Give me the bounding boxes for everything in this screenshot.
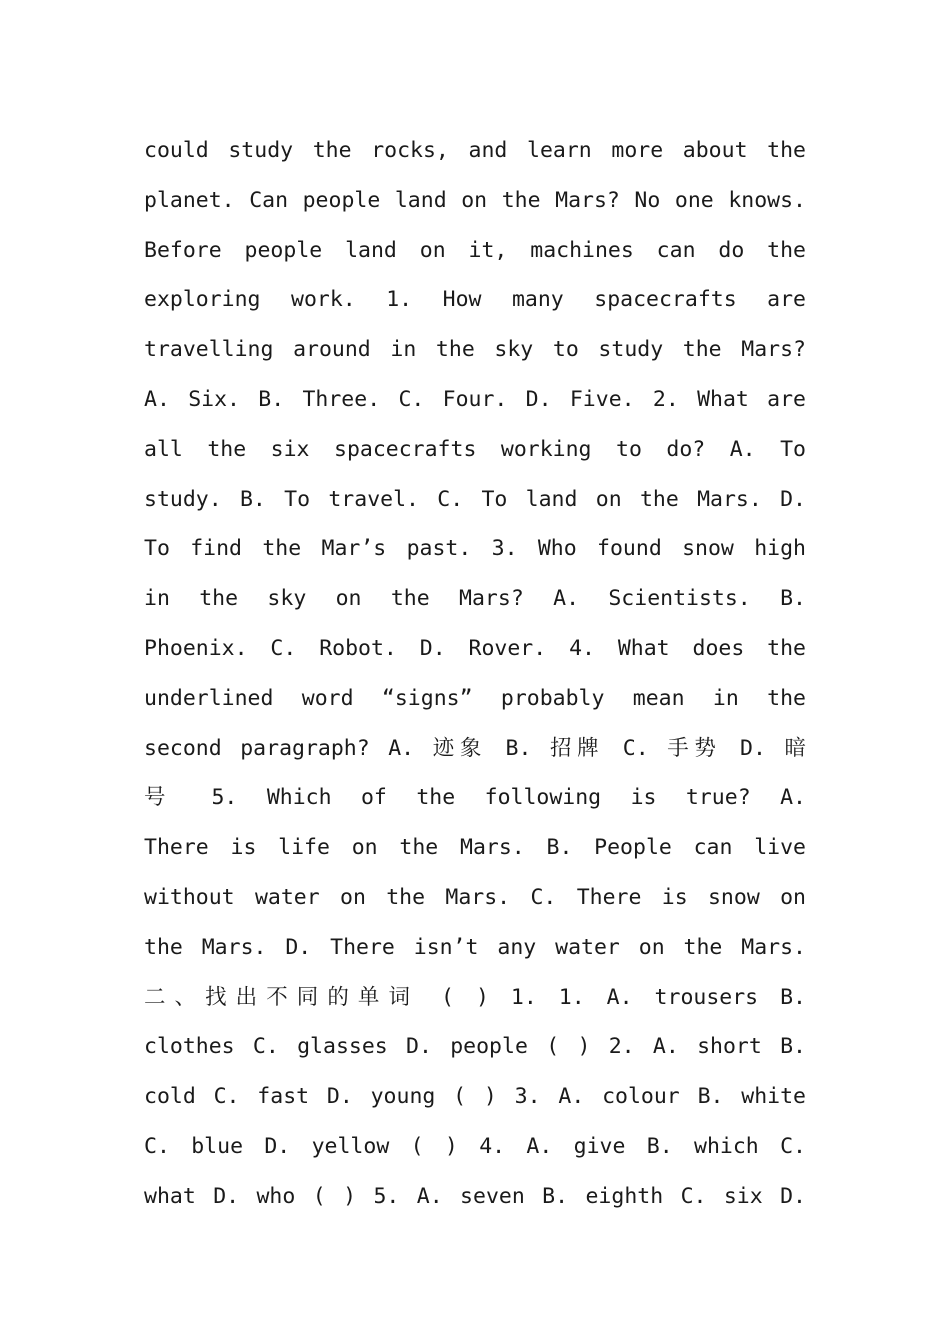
- text-line-6: A. Six. B. Three. C. Four. D. Five. 2. What are: [144, 386, 806, 412]
- text-line-11: Phoenix. C. Robot. D. Rover. 4. What does the: [144, 635, 806, 661]
- text-line-16: without water on the Mars. C. There is snow on: [144, 884, 806, 910]
- text-line-19: clothes C. glasses D. people ( ) 2. A. short B.: [144, 1034, 806, 1060]
- text-line-8: study. B. To travel. C. To land on the Mars. D.: [144, 486, 806, 512]
- text-line-20: cold C. fast D. young ( ) 3. A. colour B. white: [144, 1084, 806, 1110]
- text-line-7: all the six spacecrafts working to do? A. To: [144, 436, 806, 462]
- text-line-13: second paragraph? A. 迹象 B. 招牌 C. 手势 D. 暗: [144, 735, 806, 761]
- text-line-18: 二、找出不同的单词 ( ) 1. 1. A. trousers B.: [144, 984, 806, 1010]
- text-line-12: underlined word “signs” probably mean in the: [144, 685, 806, 711]
- text-line-2: planet. Can people land on the Mars? No one knows.: [144, 187, 806, 213]
- text-line-3: Before people land on it, machines can do the: [144, 237, 806, 263]
- text-line-21: C. blue D. yellow ( ) 4. A. give B. which C.: [144, 1133, 806, 1159]
- text-line-10: in the sky on the Mars? A. Scientists. B.: [144, 586, 806, 612]
- passage-text: [144, 126, 806, 1222]
- text-line-5: travelling around in the sky to study the Mars?: [144, 337, 806, 363]
- text-line-14: 号 5. Which of the following is true? A.: [144, 785, 806, 811]
- text-line-15: There is life on the Mars. B. People can live: [144, 835, 806, 861]
- text-line-9: To find the Mar’s past. 3. Who found snow high: [144, 536, 806, 562]
- text-line-4: exploring work. 1. How many spacecrafts are: [144, 287, 806, 313]
- text-line-17: the Mars. D. There isn’t any water on the Mars.: [144, 934, 806, 960]
- text-line-22: what D. who ( ) 5. A. seven B. eighth C. six D.: [144, 1183, 806, 1209]
- text-line-1: could study the rocks, and learn more about the: [144, 138, 806, 163]
